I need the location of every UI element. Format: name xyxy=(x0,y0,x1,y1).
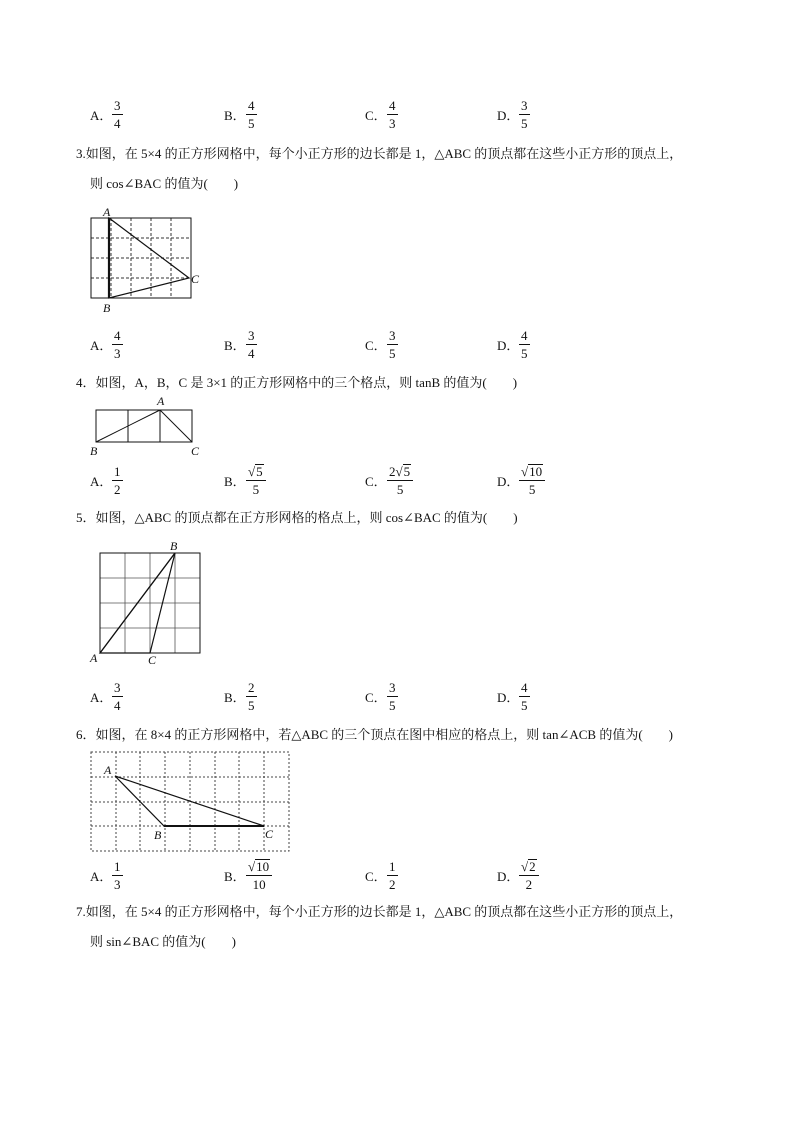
vertex-c-label: C xyxy=(265,827,274,841)
fraction xyxy=(519,328,530,361)
fraction xyxy=(387,859,398,892)
fraction xyxy=(246,859,272,892)
choice-label: C． xyxy=(365,869,387,884)
vertex-c-label: C xyxy=(191,444,200,458)
choice-label: B． xyxy=(224,690,246,705)
radicand: 5 xyxy=(403,464,411,479)
denominator: 2 xyxy=(114,482,121,497)
radicand: 10 xyxy=(256,859,270,874)
vertex-a-label: A xyxy=(90,651,98,665)
radical-sign: √ xyxy=(248,464,256,479)
denominator: 5 xyxy=(248,698,255,713)
fraction xyxy=(246,98,257,131)
numerator: 4 xyxy=(521,680,528,695)
choice-label: D． xyxy=(497,108,520,123)
radical-sign: √ xyxy=(395,464,403,479)
q5-figure xyxy=(86,536,210,668)
vertex-a-label: A xyxy=(103,205,111,219)
fraction xyxy=(246,680,257,713)
fraction xyxy=(387,98,398,131)
denominator: 4 xyxy=(114,698,121,713)
denominator: 4 xyxy=(248,346,255,361)
numerator: 4 xyxy=(248,98,255,113)
numerator xyxy=(519,859,539,876)
numerator: 4 xyxy=(521,328,528,343)
choice-label: A． xyxy=(90,474,113,489)
numerator: 3 xyxy=(114,98,121,113)
numerator: 1 xyxy=(114,859,121,874)
choice-label: C． xyxy=(365,108,387,123)
numerator xyxy=(387,464,413,481)
numerator: 4 xyxy=(114,328,121,343)
choice-label: B． xyxy=(224,338,246,353)
fraction xyxy=(246,328,257,361)
vertex-a-label: A xyxy=(157,394,165,408)
choice-label: D． xyxy=(497,474,520,489)
radicand: 10 xyxy=(529,464,543,479)
vertex-a-label: A xyxy=(104,763,112,777)
numerator: 2 xyxy=(248,680,255,695)
fraction xyxy=(519,464,545,497)
radical-sign: √ xyxy=(521,464,529,479)
vertex-c-label: C xyxy=(148,653,157,667)
q3-stem-line2: 则 cos∠BAC 的值为( ) xyxy=(90,176,239,191)
numerator: 3 xyxy=(521,98,528,113)
vertex-c-label: C xyxy=(191,272,200,286)
q7-stem-line1: 7.如图，在 5×4 的正方形网格中，每个小正方形的边长都是 1，△ABC 的顶点都在这些小正方形的顶点上， xyxy=(76,904,683,919)
numerator xyxy=(246,859,272,876)
denominator: 3 xyxy=(114,346,121,361)
numerator: 3 xyxy=(389,680,396,695)
q7-stem-line2: 则 sin∠BAC 的值为( ) xyxy=(90,934,236,949)
denominator: 5 xyxy=(389,698,396,713)
fraction xyxy=(246,464,266,497)
vertex-b-label: B xyxy=(90,444,98,458)
q4-figure xyxy=(86,392,206,460)
fraction xyxy=(112,680,123,713)
choice-label: D． xyxy=(497,338,520,353)
choice-label: D． xyxy=(497,690,520,705)
coefficient: 2 xyxy=(389,464,396,479)
denominator: 5 xyxy=(248,116,255,131)
q3-stem-line1: 3.如图，在 5×4 的正方形网格中，每个小正方形的边长都是 1，△ABC 的顶点都在这些小正方形的顶点上， xyxy=(76,146,683,161)
fraction xyxy=(387,464,413,497)
denominator: 2 xyxy=(525,877,533,892)
choice-label: A． xyxy=(90,108,113,123)
radical-sign: √ xyxy=(521,859,529,874)
fraction xyxy=(519,859,539,892)
denominator: 5 xyxy=(389,346,396,361)
choice-label: C． xyxy=(365,338,387,353)
q4-stem-line1: 4．如图，A，B，C 是 3×1 的正方形网格中的三个格点，则 tanB 的值为( ) xyxy=(76,375,518,390)
choice-label: B． xyxy=(224,108,246,123)
denominator: 5 xyxy=(252,482,260,497)
fraction xyxy=(519,680,530,713)
choice-label: A． xyxy=(90,338,113,353)
radical-sign: √ xyxy=(248,859,256,874)
choice-label: A． xyxy=(90,869,113,884)
fraction xyxy=(387,328,398,361)
denominator: 5 xyxy=(396,482,404,497)
denominator: 5 xyxy=(521,698,528,713)
denominator: 4 xyxy=(114,116,121,131)
denominator: 5 xyxy=(528,482,536,497)
numerator xyxy=(246,464,266,481)
denominator: 3 xyxy=(114,877,121,892)
choice-label: B． xyxy=(224,474,246,489)
vertex-b-label: B xyxy=(154,828,162,842)
fraction xyxy=(387,680,398,713)
radicand: 2 xyxy=(529,859,536,874)
denominator: 10 xyxy=(252,877,266,892)
fraction xyxy=(112,328,123,361)
fraction xyxy=(112,464,123,497)
choice-label: C． xyxy=(365,690,387,705)
numerator: 3 xyxy=(114,680,121,695)
denominator: 5 xyxy=(521,116,528,131)
q5-stem-line1: 5．如图，△ABC 的顶点都在正方形网格的格点上，则 cos∠BAC 的值为( ) xyxy=(76,510,518,525)
radicand: 5 xyxy=(256,464,263,479)
numerator: 3 xyxy=(389,328,396,343)
numerator: 1 xyxy=(114,464,121,479)
numerator xyxy=(519,464,545,481)
choice-label: B． xyxy=(224,869,246,884)
q6-stem-line1: 6．如图，在 8×4 的正方形网格中，若△ABC 的三个顶点在图中相应的格点上，则 tan∠ACB 的值为( ) xyxy=(76,727,673,742)
denominator: 5 xyxy=(521,346,528,361)
numerator: 3 xyxy=(248,328,255,343)
vertex-b-label: B xyxy=(103,301,111,315)
fraction xyxy=(112,98,123,131)
denominator: 2 xyxy=(389,877,396,892)
q3-figure xyxy=(86,204,210,316)
fraction xyxy=(519,98,530,131)
denominator: 3 xyxy=(389,116,396,131)
vertex-b-label: B xyxy=(170,539,178,553)
q6-figure xyxy=(86,748,296,856)
choice-label: D． xyxy=(497,869,520,884)
choice-label: A． xyxy=(90,690,113,705)
numerator: 4 xyxy=(389,98,396,113)
numerator: 1 xyxy=(389,859,396,874)
choice-label: C． xyxy=(365,474,387,489)
fraction xyxy=(112,859,123,892)
